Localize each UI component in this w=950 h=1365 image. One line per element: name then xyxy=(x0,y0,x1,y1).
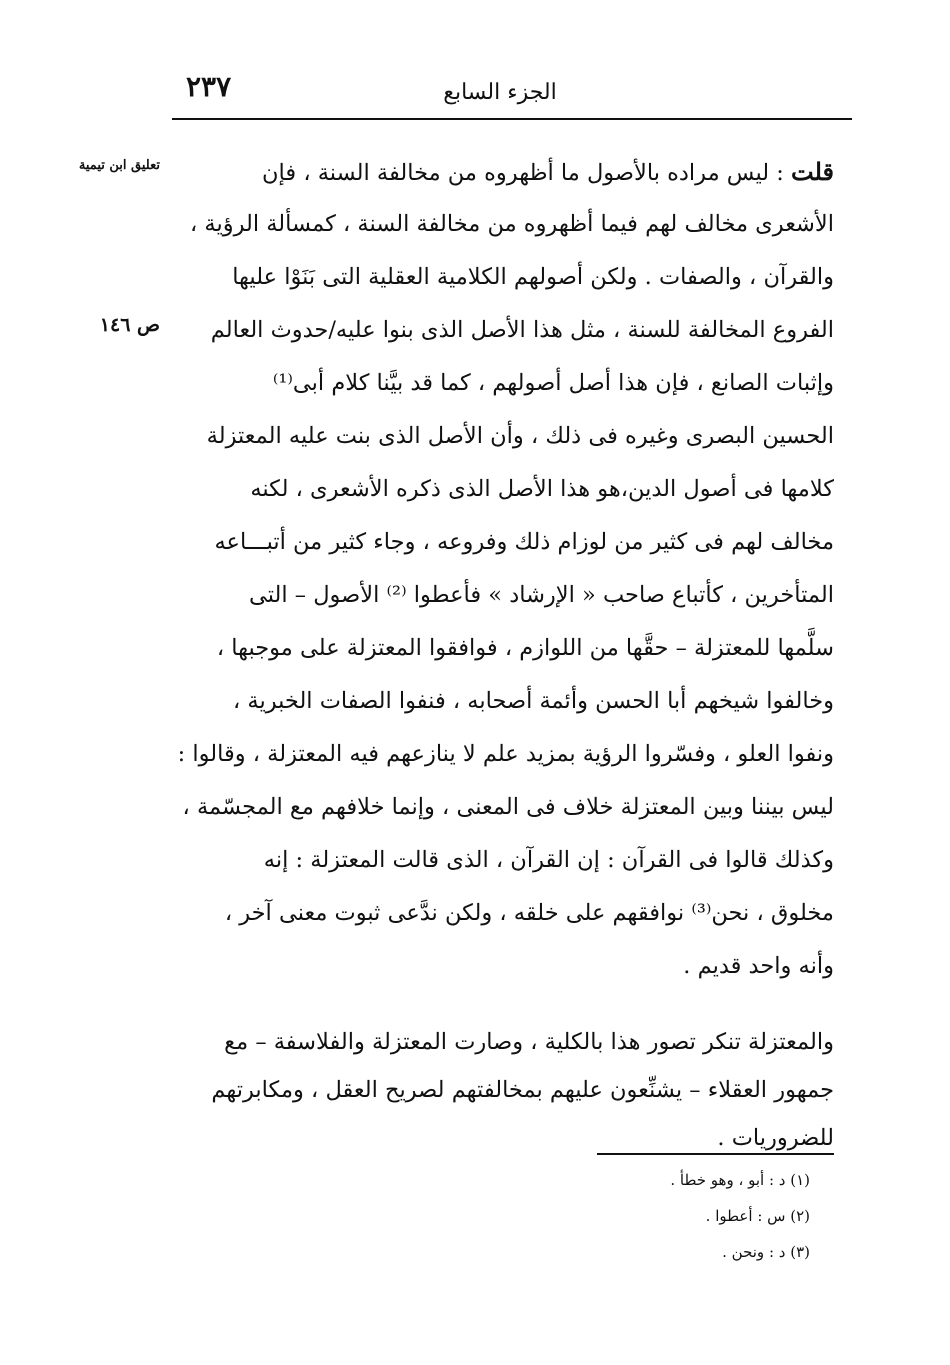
paragraph-line: كلامها فى أصول الدين،هو هذا الأصل الذى ذكره الأشعرى ، لكنه xyxy=(250,476,834,502)
paragraph-line: الفروع المخالفة للسنة ، مثل هذا الأصل الذى بنوا عليه/حدوث العالم xyxy=(210,317,834,343)
paragraph-line: والقرآن ، والصفات . ولكن أصولهم الكلامية العقلية التى بَنَوْا عليها xyxy=(232,264,834,290)
margin-topic-note: تعليق ابن تيمية xyxy=(78,158,160,173)
page-number: ٢٣٧ xyxy=(186,70,232,103)
header-rule xyxy=(172,118,852,120)
main-paragraph xyxy=(172,145,834,993)
lead-word: قلت xyxy=(791,157,834,186)
footnote-1: (١) د : أبو ، وهو خطأ . xyxy=(670,1171,810,1189)
paragraph-line: وإثبات الصانع ، فإن هذا أصل أصولهم ، كما قد بيَّنا كلام أبى⁽¹⁾ xyxy=(272,370,834,396)
paragraph-line xyxy=(172,145,834,198)
first-line-text: : ليس مراده بالأصول ما أظهروه من مخالفة السنة ، فإن xyxy=(262,160,792,186)
paragraph-line: والمعتزلة تنكر تصور هذا بالكلية ، وصارت المعتزلة والفلاسفة – مع xyxy=(224,1029,834,1055)
paragraph-line: مخالف لهم فى كثير من لوزام ذلك وفروعه ، وجاء كثير من أتبـــاعه xyxy=(214,529,834,555)
footnotes xyxy=(560,1162,810,1270)
paragraph-line: ونفوا العلو ، وفسّروا الرؤية بمزيد علم لا ينازعهم فيه المعتزلة ، وقالوا : xyxy=(177,741,834,767)
paragraph-line: للضروريات . xyxy=(717,1125,834,1151)
footnote-rule xyxy=(597,1153,834,1155)
paragraph-line: الحسين البصرى وغيره فى ذلك ، وأن الأصل الذى بنت عليه المعتزلة xyxy=(206,423,834,449)
paragraph-line: جمهور العقلاء – يشنِّعون عليهم بمخالفتهم لصريح العقل ، ومكابرتهم xyxy=(211,1077,834,1103)
second-paragraph xyxy=(172,1018,834,1162)
running-title: الجزء السابع xyxy=(443,80,557,105)
paragraph-line: مخلوق ، نحن⁽³⁾ نوافقهم على خلقه ، ولكن ندَّعى ثبوت معنى آخر ، xyxy=(224,900,834,926)
margin-page-reference: ص ١٤٦ xyxy=(99,314,160,336)
paragraph-line: الأشعرى مخالف لهم فيما أظهروه من مخالفة السنة ، كمسألة الرؤية ، xyxy=(189,211,834,237)
paragraph-line: سلَّمها للمعتزلة – حقَّها من اللوازم ، فوافقوا المعتزلة على موجبها ، xyxy=(216,635,834,661)
paragraph-line: وأنه واحد قديم . xyxy=(683,953,834,979)
footnote-3: (٣) د : ونحن . xyxy=(722,1243,810,1261)
paragraph-line: وخالفوا شيخهم أبا الحسن وأئمة أصحابه ، فنفوا الصفات الخبرية ، xyxy=(232,688,834,714)
paragraph-line: المتأخرين ، كأتباع صاحب « الإرشاد » فأعطوا ⁽²⁾ الأصول – التى xyxy=(249,582,834,608)
paragraph-line: ليس بيننا وبين المعتزلة خلاف فى المعنى ، وإنما خلافهم مع المجسّمة ، xyxy=(182,794,834,820)
paragraph-line: وكذلك قالوا فى القرآن : إن القرآن ، الذى قالت المعتزلة : إنه xyxy=(263,847,834,873)
footnote-2: (٢) س : أعطوا . xyxy=(705,1207,810,1225)
